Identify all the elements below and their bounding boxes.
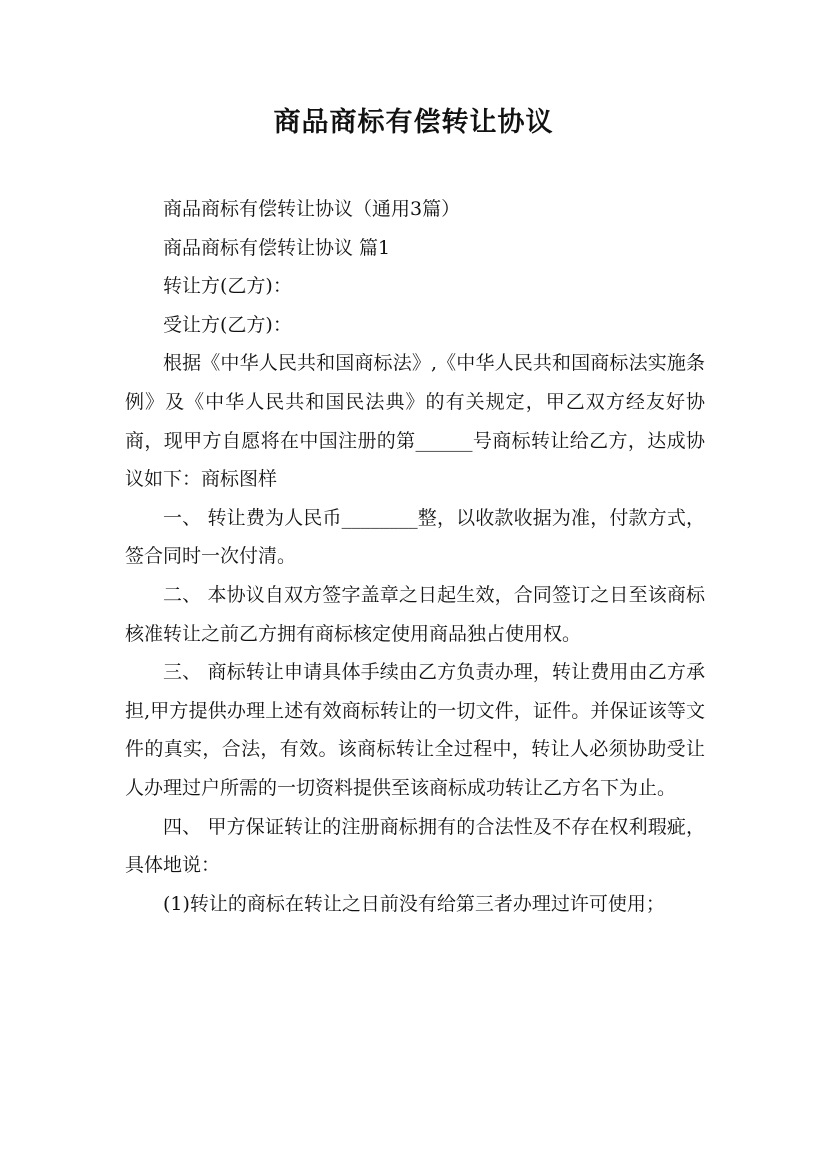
paragraph-clause-4-item-1: (1)转让的商标在转让之日前没有给第三者办理过许可使用；	[163, 892, 665, 915]
paragraph-transferor: 转让方(乙方)：	[163, 275, 292, 298]
paragraph-preamble: 根据《中华人民共和国商标法》,《中华人民共和国商标法实施条例》及《中华人民共和国民法典》的有关规定，甲乙双方经友好协商，现甲方自愿将在中国注册的第______号商标转让给乙方，达成协议如下：商标图样	[125, 352, 705, 491]
document-body	[125, 190, 705, 923]
paragraph-clause-4: 四、 甲方保证转让的注册商标拥有的合法性及不存在权利瑕疵，具体地说：	[125, 815, 705, 877]
paragraph-subtitle: 商品商标有偿转让协议（通用3篇）	[163, 198, 461, 220]
document-title: 商品商标有偿转让协议	[273, 107, 554, 138]
paragraph-clause-3: 三、 商标转让申请具体手续由乙方负责办理，转让费用由乙方承担,甲方提供办理上述有效商标转让的一切文件，证件。并保证该等文件的真实，合法，有效。该商标转让全过程中，转让人必须协助受让人办理过户所需的一切资料提供至该商标成功转让乙方名下为止。	[125, 661, 705, 799]
paragraph-clause-1: 一、 转让费为人民币________整，以收款收据为准，付款方式，签合同时一次付清。	[125, 506, 705, 568]
paragraph-section-heading: 商品商标有偿转让协议 篇1	[163, 236, 391, 259]
paragraph-transferee: 受让方(乙方)：	[163, 313, 292, 336]
paragraph-clause-2: 二、 本协议自双方签字盖章之日起生效，合同签订之日至该商标核准转让之前乙方拥有商标核定使用商品独占使用权。	[125, 583, 705, 645]
